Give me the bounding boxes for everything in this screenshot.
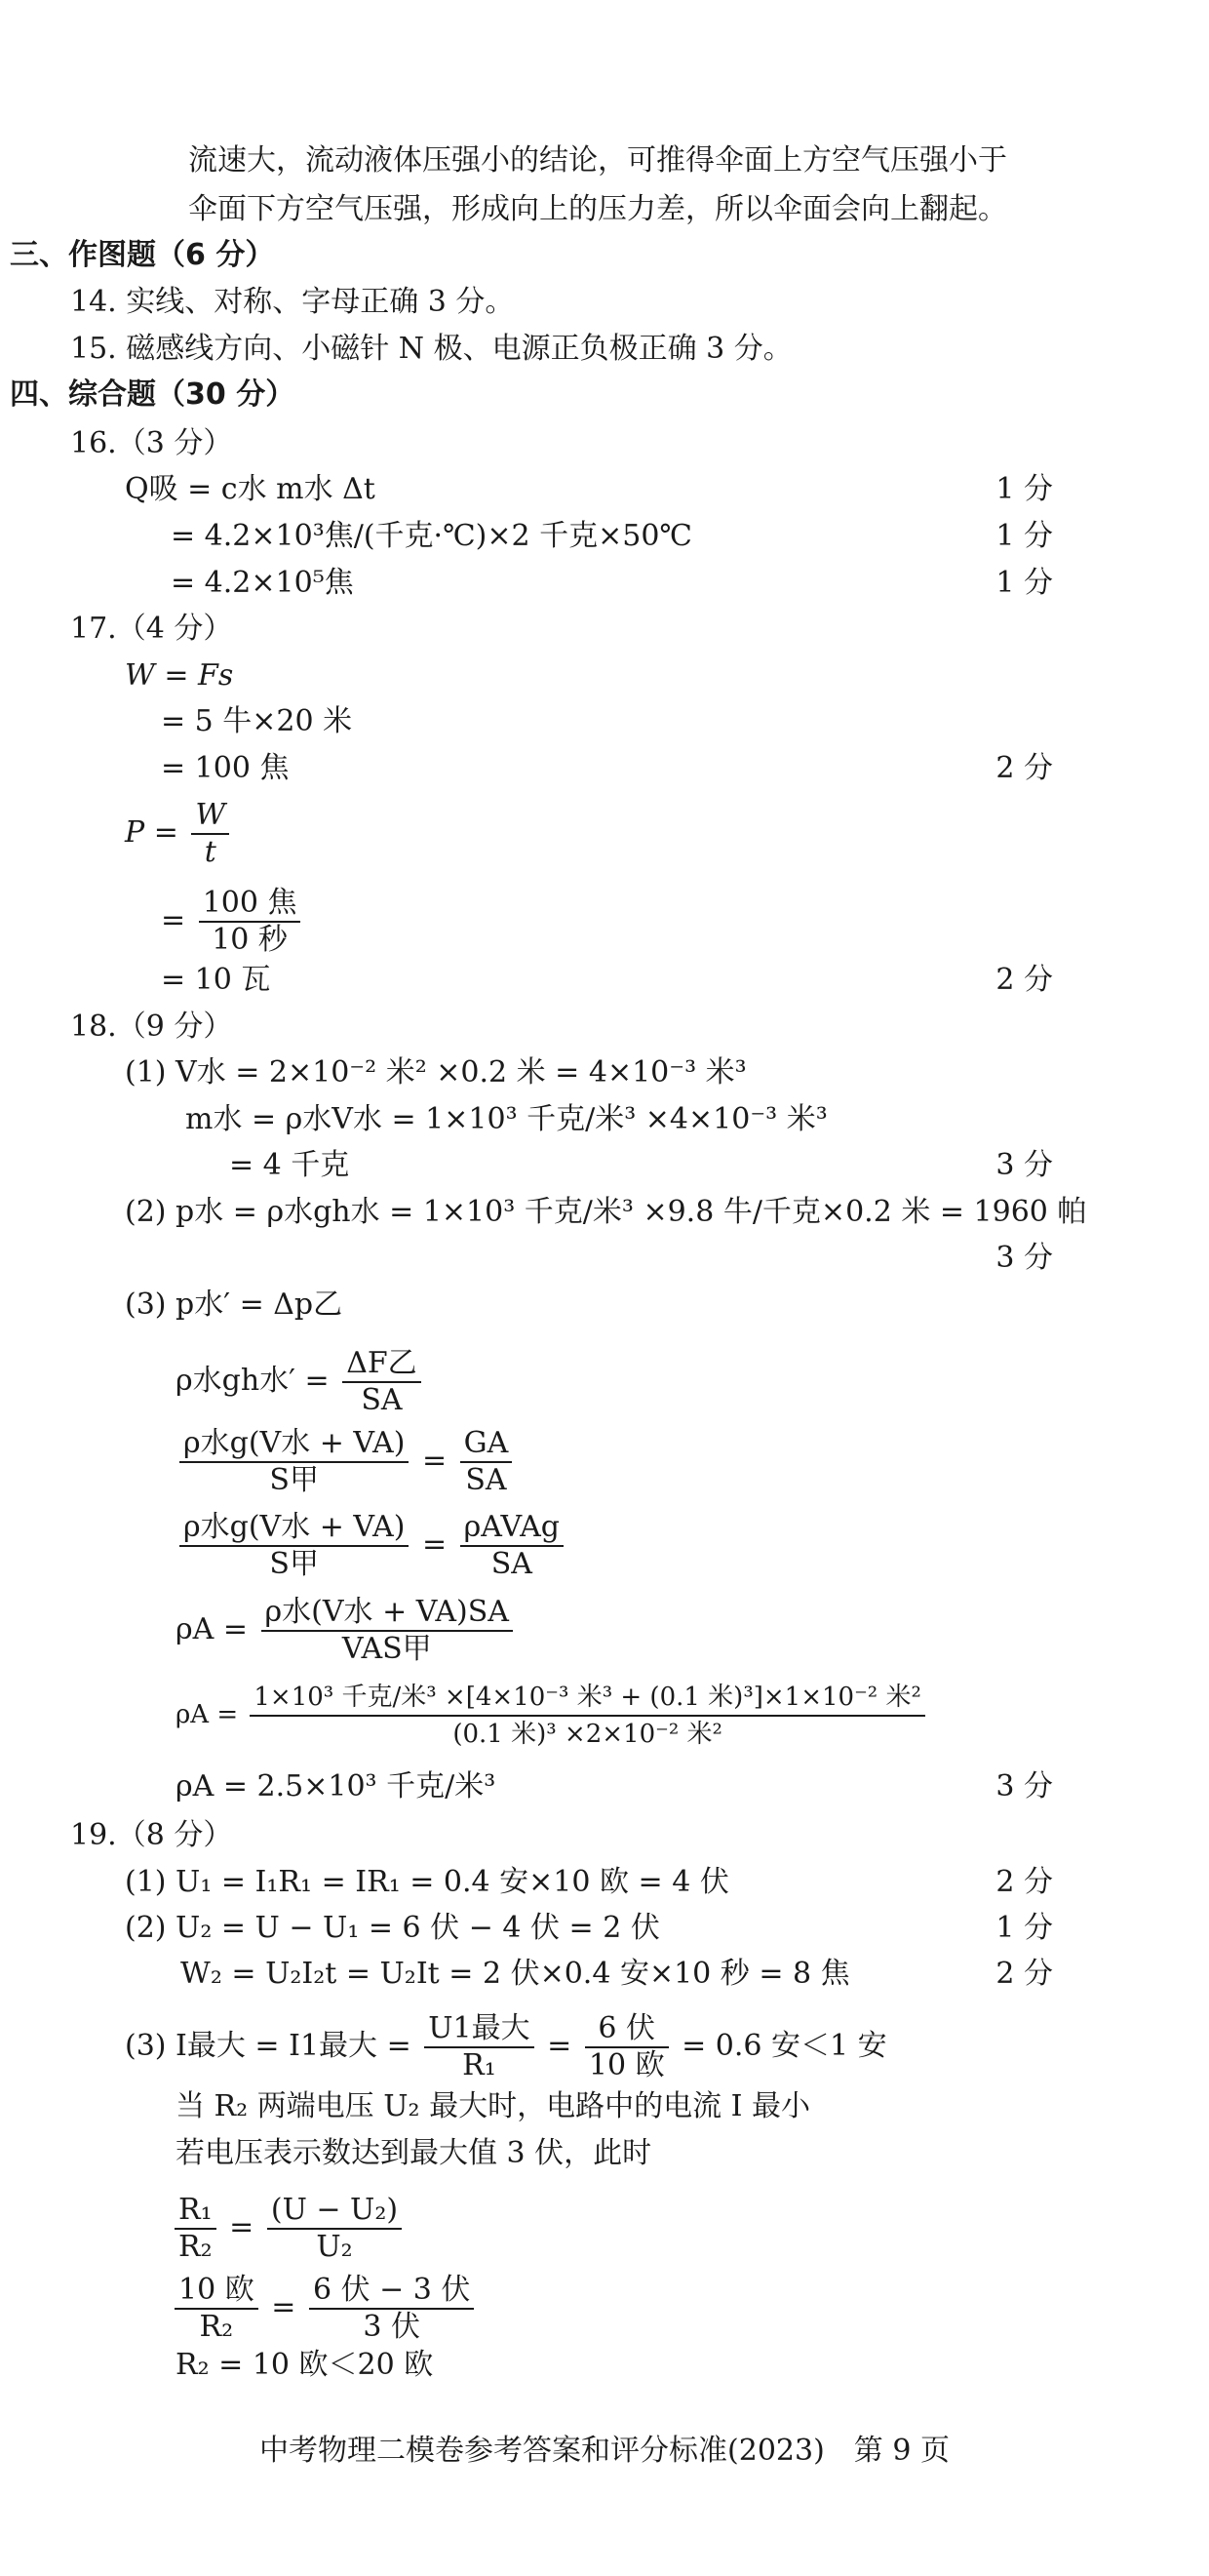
- question-16-header: 16.（3 分）: [70, 426, 233, 460]
- score: 1 分: [995, 519, 1053, 553]
- denominator: U₂: [316, 2230, 353, 2264]
- formula-lhs: (3) I最大 = I1最大 =: [125, 2029, 411, 2063]
- denominator: 3 伏: [363, 2310, 420, 2344]
- fraction: [175, 2273, 258, 2345]
- formula-line: [176, 1426, 516, 1498]
- formula-line: [176, 1346, 425, 1418]
- numerator: (U − U₂): [267, 2193, 402, 2230]
- numerator: GA: [460, 1426, 513, 1463]
- question-15: 15. 磁感线方向、小磁针 N 极、电源正负极正确 3 分。: [70, 332, 793, 366]
- score: 1 分: [995, 472, 1053, 506]
- equals: =: [547, 2029, 572, 2063]
- question-19-header: 19.（8 分）: [70, 1818, 233, 1852]
- numerator: 10 欧: [175, 2273, 258, 2310]
- formula-line: ρA = 2.5×10³ 千克/米³: [176, 1769, 496, 1803]
- denominator: VAS甲: [341, 1632, 432, 1666]
- page-footer: 中考物理二模卷参考答案和评分标准(2023) 第 9 页: [259, 2434, 950, 2468]
- score: 3 分: [995, 1241, 1053, 1275]
- formula-line: (2) U₂ = U − U₁ = 6 伏 − 4 伏 = 2 伏: [125, 1911, 660, 1945]
- denominator: 10 欧: [588, 2048, 665, 2082]
- numerator: R₁: [175, 2193, 216, 2230]
- numerator: 1×10³ 千克/米³ ×[4×10⁻³ 米³ + (0.1 米)³]×1×10⁻² 米²: [250, 1680, 925, 1717]
- formula-line: = 4.2×10³焦/(千克·℃)×2 千克×50℃: [171, 519, 692, 553]
- text-line: 伞面下方空气压强，形成向上的压力差，所以伞面会向上翻起。: [188, 192, 1007, 226]
- denominator: S甲: [269, 1463, 319, 1497]
- fraction: [460, 1426, 513, 1498]
- fraction: [191, 798, 229, 870]
- formula-rhs: = 0.6 安＜1 安: [682, 2029, 887, 2063]
- text-line: 若电压表示数达到最大值 3 伏，此时: [176, 2136, 652, 2170]
- numerator: U1最大: [424, 2011, 533, 2048]
- denominator: R₂: [178, 2230, 213, 2264]
- formula-line: R₂ = 10 欧＜20 欧: [176, 2348, 434, 2382]
- numerator: 6 伏: [585, 2011, 669, 2048]
- numerator: 100 焦: [199, 886, 301, 923]
- fraction: [460, 1510, 564, 1582]
- formula-lhs: ρA =: [176, 1700, 239, 1729]
- fraction: [179, 1510, 409, 1582]
- text-line: 当 R₂ 两端电压 U₂ 最大时，电路中的电流 I 最小: [176, 2089, 810, 2123]
- denominator: R₁: [462, 2048, 496, 2082]
- denominator: R₂: [199, 2310, 234, 2344]
- score: 2 分: [995, 751, 1053, 785]
- formula-line: [176, 1595, 517, 1667]
- fraction: [309, 2273, 474, 2345]
- score: 1 分: [995, 1911, 1053, 1945]
- formula-line: W₂ = U₂I₂t = U₂It = 2 伏×0.4 安×10 秒 = 8 焦: [180, 1957, 850, 1991]
- formula-line: [176, 1680, 929, 1752]
- score: 2 分: [995, 1957, 1053, 1991]
- formula-line: Q吸 = c水 m水 Δt: [125, 472, 375, 506]
- text-line: 流速大，流动液体压强小的结论，可推得伞面上方空气压强小于: [188, 143, 1007, 178]
- question-17-header: 17.（4 分）: [70, 612, 233, 646]
- score: 3 分: [995, 1769, 1053, 1803]
- equals: =: [421, 1444, 448, 1478]
- formula-line: W = Fs: [125, 658, 234, 693]
- denominator: 10 秒: [212, 923, 288, 957]
- equals: =: [271, 2290, 296, 2324]
- formula-line: [171, 2193, 406, 2265]
- denominator: SA: [465, 1463, 507, 1497]
- score: 2 分: [995, 963, 1053, 997]
- formula-lhs: ρ水gh水′ =: [176, 1364, 330, 1398]
- fraction: [342, 1346, 420, 1418]
- formula-line: (2) p水 = ρ水gh水 = 1×10³ 千克/米³ ×9.8 牛/千克×0.2 米 = 1960 帕: [125, 1195, 1087, 1229]
- formula-line: m水 = ρ水V水 = 1×10³ 千克/米³ ×4×10⁻³ 米³: [185, 1102, 828, 1136]
- formula-line: [176, 1510, 567, 1582]
- numerator: ΔF乙: [342, 1346, 420, 1383]
- denominator: SA: [490, 1547, 532, 1581]
- formula-line: [125, 798, 233, 870]
- section-heading: 三、作图题（6 分）: [10, 238, 275, 272]
- denominator: SA: [361, 1383, 403, 1417]
- formula-line: = 4.2×10⁵焦: [171, 566, 354, 600]
- formula-line: (3) p水′ = Δp乙: [125, 1288, 343, 1322]
- denominator: (0.1 米)³ ×2×10⁻² 米²: [452, 1720, 722, 1749]
- fraction: [250, 1680, 925, 1752]
- numerator: W: [191, 798, 229, 835]
- formula-line: = 4 千克: [229, 1148, 350, 1182]
- numerator: ρAVAg: [460, 1510, 564, 1547]
- fraction: [179, 1426, 409, 1498]
- formula-line: = 100 焦: [161, 751, 290, 785]
- formula-line: = 5 牛×20 米: [161, 704, 353, 738]
- formula-line: (1) V水 = 2×10⁻² 米² ×0.2 米 = 4×10⁻³ 米³: [125, 1055, 747, 1090]
- fraction: [199, 886, 301, 958]
- section-heading: 四、综合题（30 分）: [10, 377, 295, 412]
- fraction: [175, 2193, 216, 2265]
- numerator: ρ水g(V水 + VA): [179, 1426, 409, 1463]
- numerator: 6 伏 − 3 伏: [309, 2273, 474, 2310]
- score: 1 分: [995, 566, 1053, 600]
- fraction: [585, 2011, 669, 2083]
- equals: =: [161, 903, 186, 937]
- formula-line: [171, 2273, 478, 2345]
- formula-line: = 10 瓦: [161, 963, 271, 997]
- formula-lhs: P =: [125, 815, 178, 850]
- denominator: S甲: [269, 1547, 319, 1581]
- formula-line: [161, 886, 304, 958]
- question-14: 14. 实线、对称、字母正确 3 分。: [70, 285, 515, 319]
- equals: =: [229, 2210, 254, 2244]
- score: 3 分: [995, 1148, 1053, 1182]
- formula-line: [125, 2011, 887, 2083]
- formula-line: (1) U₁ = I₁R₁ = IR₁ = 0.4 安×10 欧 = 4 伏: [125, 1865, 729, 1899]
- fraction: [424, 2011, 533, 2083]
- fraction: [261, 1595, 513, 1667]
- question-18-header: 18.（9 分）: [70, 1010, 233, 1044]
- numerator: ρ水g(V水 + VA): [179, 1510, 409, 1547]
- denominator: t: [204, 835, 216, 869]
- numerator: ρ水(V水 + VA)SA: [261, 1595, 513, 1632]
- equals: =: [421, 1527, 448, 1562]
- fraction: [267, 2193, 402, 2265]
- score: 2 分: [995, 1865, 1053, 1899]
- formula-lhs: ρA =: [176, 1612, 248, 1646]
